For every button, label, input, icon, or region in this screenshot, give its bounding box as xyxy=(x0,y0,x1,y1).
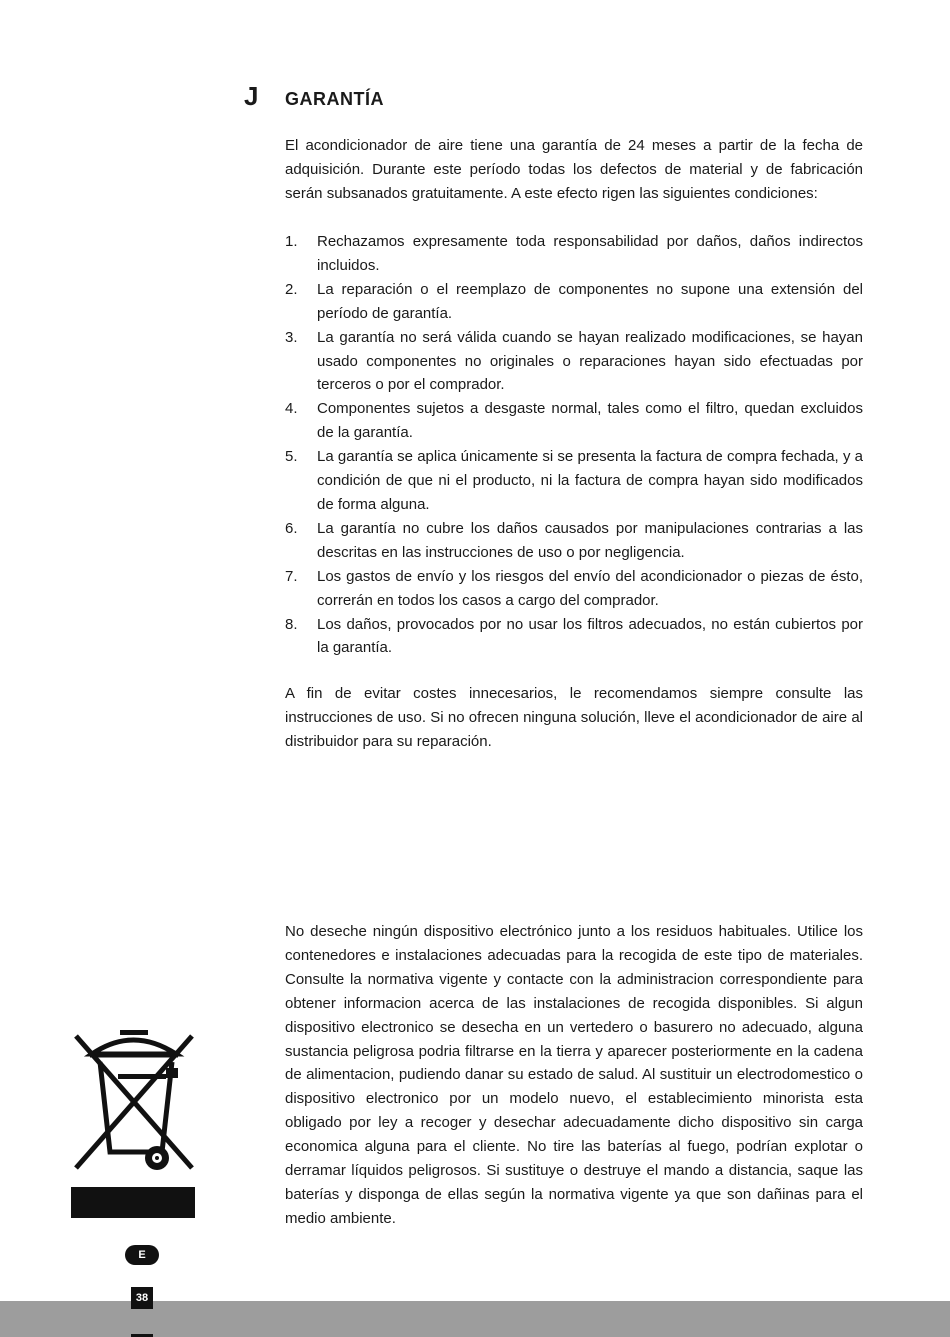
list-item xyxy=(285,565,863,613)
list-item-number: 8. xyxy=(285,615,298,633)
list-item xyxy=(285,613,863,661)
list-item-text: La reparación o el reemplazo de componentes no supone una extensión del período de garantía. xyxy=(317,280,863,322)
section-title: GARANTÍA xyxy=(285,89,384,109)
disposal-notice-paragraph: No deseche ningún dispositivo electrónico junto a los residuos habituales. Utilice los contenedores e instalaciones adecuadas para la recogida de este tipo de materiales. Consulte la normativa vigente y contacte con la administracion correspondiente para obtener informacion acerca de las instalaciones de recogida disponibles. Si algun dispositivo electronico se desecha en un vertedero o basurero no adecuado, alguna sustancia peligrosa podria filtrarse en la tierra y aparecer posteriormente en la cadena de alimentacion, pudiendo danar su estado de salud. Al sustituir un electrodomestico o dispositivo electronico por un modelo nuevo, el establecimiento minorista esta obligado por ley a recoger y desechar adecuadamente dicho dispositivo sin carga economica alguna para el cliente. No tire las baterías al fuego, podrían explotar o derramar líquidos peligrosos. Si sustituye o destruye el mando a distancia, saque las baterías y disponga de ellas según la normativa vigente ya que son dañinas para el medio ambiente. xyxy=(285,923,863,1227)
list-item-text: Los gastos de envío y los riesgos del envío del acondicionador o piezas de ésto, correrán en todos los casos a cargo del comprador. xyxy=(317,567,863,609)
list-item-number: 4. xyxy=(285,400,298,418)
list-item-text: Componentes sujetos a desgaste normal, tales como el filtro, quedan excluidos de la garantía. xyxy=(317,400,863,442)
language-badge: E xyxy=(125,1245,159,1265)
list-item-text: La garantía no será válida cuando se hayan realizado modificaciones, se hayan usado componentes no originales o reparaciones hayan sido efectuadas por terceros o por el comprador. xyxy=(317,328,863,394)
warranty-closing-paragraph: A fin de evitar costes innecesarios, le recomendamos siempre consulte las instrucciones de uso. Si no ofrecen ninguna solución, lleve el acondicionador de aire al distribuidor para su reparación. xyxy=(285,685,863,750)
list-item xyxy=(285,278,863,326)
list-item xyxy=(285,397,863,445)
section-letter: J xyxy=(244,81,259,111)
list-item-text: La garantía no cubre los daños causados por manipulaciones contrarias a las descritas en las instrucciones de uso o por negligencia. xyxy=(317,519,863,561)
crossed-out-wheelie-bin-icon xyxy=(70,1028,196,1220)
list-item xyxy=(285,445,863,517)
list-item-number: 3. xyxy=(285,328,298,346)
list-item-number: 7. xyxy=(285,567,298,585)
list-item-text: Rechazamos expresamente toda responsabilidad por daños, daños indirectos incluidos. xyxy=(317,233,863,274)
list-item xyxy=(285,230,863,278)
page-number: 38 xyxy=(131,1287,153,1309)
list-item xyxy=(285,326,863,398)
list-item-number: 6. xyxy=(285,519,298,537)
warranty-conditions-list xyxy=(285,230,863,660)
list-item-text: Los daños, provocados por no usar los filtros adecuados, no están cubiertos por la garantía. xyxy=(317,615,863,657)
list-item xyxy=(285,517,863,565)
warranty-intro-paragraph: El acondicionador de aire tiene una garantía de 24 meses a partir de la fecha de adquisición. Durante este período todas los defectos de material y de fabricación serán subsanados gratuitamente. A este efecto rigen las siguientes condiciones: xyxy=(285,137,863,202)
list-item-text: La garantía se aplica únicamente si se presenta la factura de compra fechada, y a condición de que ni el producto, ni la factura de compra hayan sido modificados de forma alguna. xyxy=(317,448,863,513)
list-item-number: 2. xyxy=(285,280,298,298)
list-item-number: 5. xyxy=(285,448,298,466)
list-item-number: 1. xyxy=(285,233,298,250)
